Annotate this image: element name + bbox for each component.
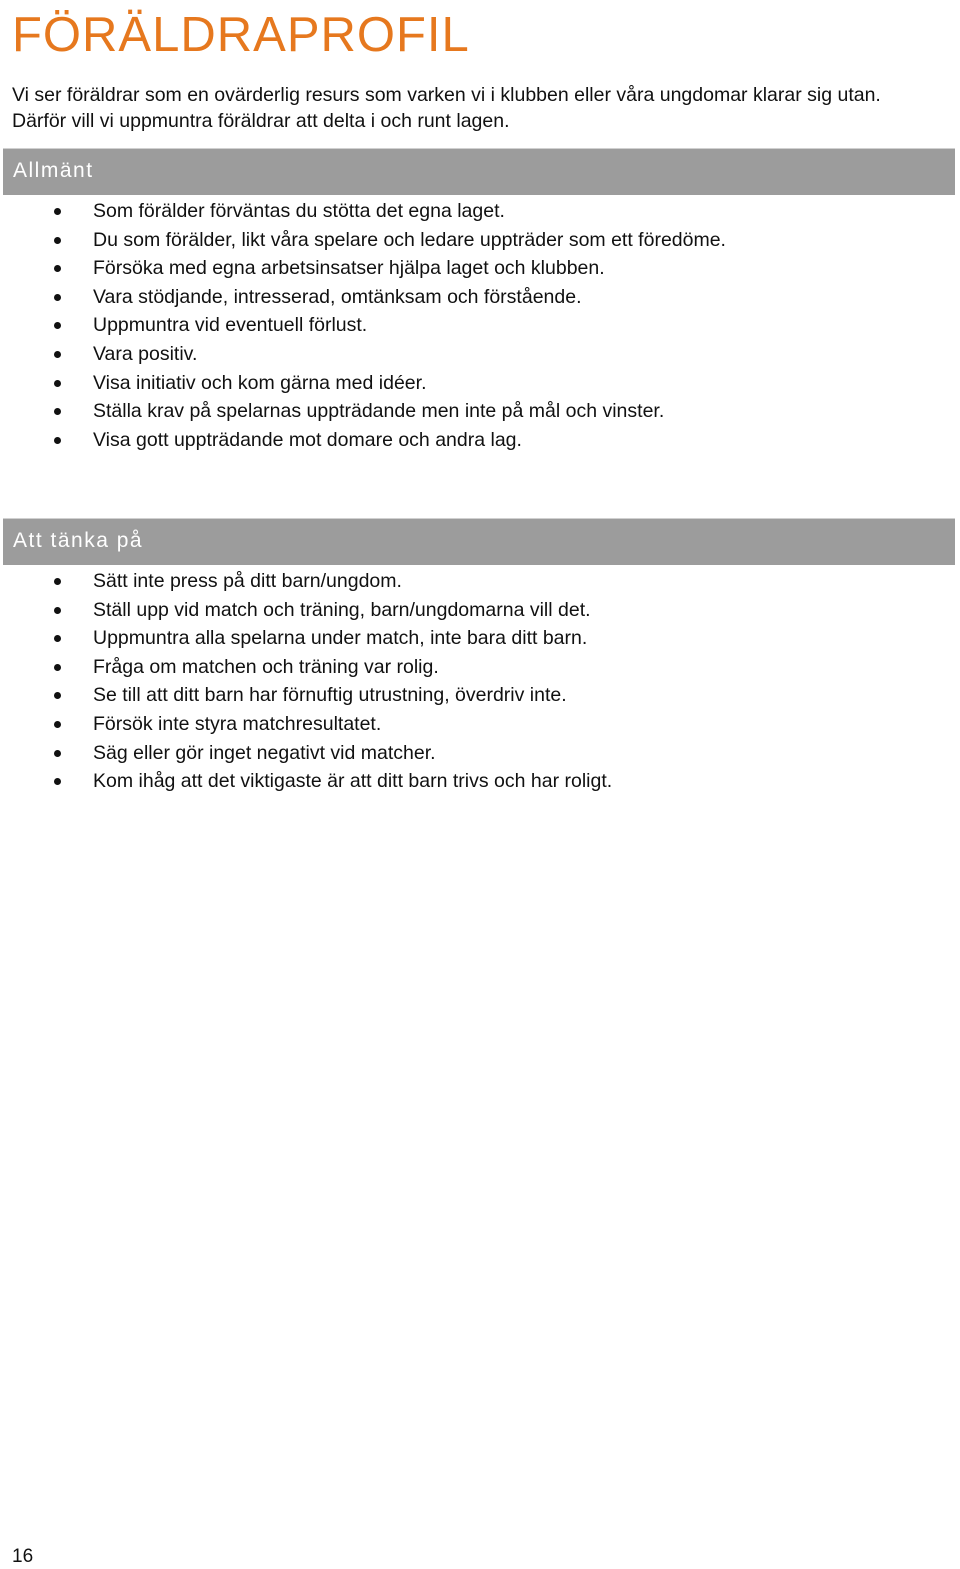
section-header-att-tanka-pa — [3, 518, 955, 565]
list-item-text: Ställa krav på spelarnas uppträdande men inte på mål och vinster. — [93, 400, 665, 423]
list-item — [0, 624, 960, 653]
list-item — [0, 653, 960, 682]
list-item — [0, 397, 960, 426]
intro-line-2: Därför vill vi uppmuntra föräldrar att delta i och runt lagen. — [12, 110, 510, 132]
list-item-text: Uppmuntra vid eventuell förlust. — [93, 314, 368, 337]
page-number: 16 — [12, 1546, 34, 1567]
list-item-text: Försök inte styra matchresultatet. — [93, 712, 382, 735]
intro-paragraph — [12, 82, 942, 134]
bullet-icon — [54, 692, 61, 699]
page-title: FÖRÄLDRAPROFIL — [12, 8, 470, 62]
list-item-text: Kom ihåg att det viktigaste är att ditt barn trivs och har roligt. — [93, 770, 613, 793]
list-item-text: Försöka med egna arbetsinsatser hjälpa laget och klubben. — [93, 257, 605, 280]
list-item-text: Ställ upp vid match och träning, barn/ungdomarna vill det. — [93, 598, 591, 621]
bullet-icon — [54, 265, 61, 272]
list-item-text: Uppmuntra alla spelarna under match, inte bara ditt barn. — [93, 627, 588, 650]
list-item — [0, 567, 960, 596]
list-item-text: Visa initiativ och kom gärna med idéer. — [93, 371, 427, 394]
list-item — [0, 369, 960, 398]
list-item — [0, 739, 960, 768]
intro-line-1: Vi ser föräldrar som en ovärderlig resurs som varken vi i klubben eller våra ungdomar klarar sig utan. — [12, 84, 881, 106]
bullet-list-allmant — [0, 197, 960, 454]
bullet-icon — [54, 380, 61, 387]
list-item — [0, 340, 960, 369]
bullet-icon — [54, 351, 61, 358]
list-item — [0, 311, 960, 340]
list-item-text: Fråga om matchen och träning var rolig. — [93, 655, 439, 678]
list-item — [0, 710, 960, 739]
bullet-list-att-tanka-pa — [0, 567, 960, 796]
section-title: Att tänka på — [13, 529, 144, 552]
bullet-icon — [54, 721, 61, 728]
bullet-icon — [54, 750, 61, 757]
list-item-text: Säg eller gör inget negativt vid matcher. — [93, 741, 436, 764]
bullet-icon — [54, 664, 61, 671]
list-item-text: Visa gott uppträdande mot domare och andra lag. — [93, 428, 522, 451]
bullet-icon — [54, 437, 61, 444]
list-item-text: Du som förälder, likt våra spelare och ledare uppträder som ett föredöme. — [93, 228, 726, 251]
bullet-icon — [54, 607, 61, 614]
bullet-icon — [54, 237, 61, 244]
bullet-icon — [54, 635, 61, 642]
list-item-text: Se till att ditt barn har förnuftig utrustning, överdriv inte. — [93, 684, 567, 707]
bullet-icon — [54, 578, 61, 585]
list-item — [0, 426, 960, 455]
list-item-text: Som förälder förväntas du stötta det egna laget. — [93, 200, 505, 222]
bullet-icon — [54, 322, 61, 329]
list-item — [0, 254, 960, 283]
bullet-icon — [54, 408, 61, 415]
list-item — [0, 226, 960, 255]
list-item-text: Vara positiv. — [93, 342, 198, 365]
list-item-text: Sätt inte press på ditt barn/ungdom. — [93, 570, 402, 592]
list-item — [0, 197, 960, 226]
bullet-icon — [54, 778, 61, 785]
bullet-icon — [54, 294, 61, 301]
list-item-text: Vara stödjande, intresserad, omtänksam och förstående. — [93, 285, 582, 308]
list-item — [0, 767, 960, 796]
list-item — [0, 596, 960, 625]
list-item — [0, 283, 960, 312]
bullet-icon — [54, 208, 61, 215]
section-title: Allmänt — [13, 159, 94, 182]
list-item — [0, 681, 960, 710]
section-header-allmant — [3, 148, 955, 195]
